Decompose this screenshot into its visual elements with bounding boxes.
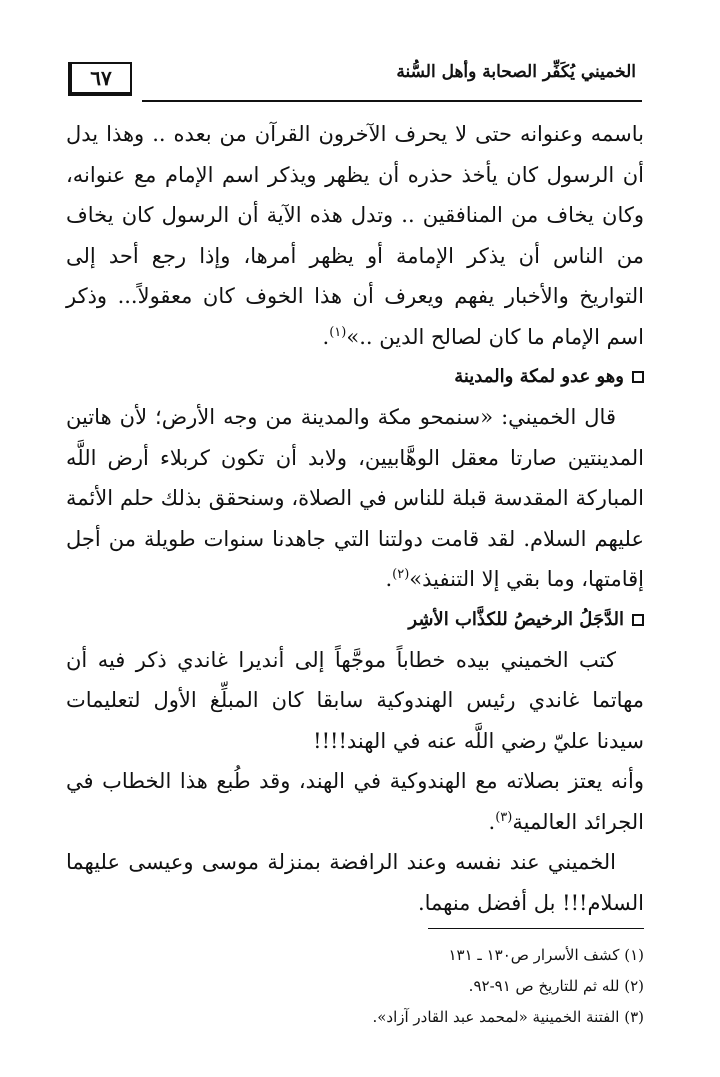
paragraph-3: كتب الخميني بيده خطاباً موجَّهاً إلى أنديرا غاندي ذكر فيه أن مهاتما غاندي رئيس الهندوكية سابقا كان المبلِّغ الأول لتعليمات سيدنا عليّ رضي اللَّه عنه في الهند!!!! bbox=[66, 647, 644, 753]
paragraph-2: قال الخميني: «سنمحو مكة والمدينة من وجه الأرض؛ لأن هاتين المدينتين صارتا معقل الوهَّابيين، ولابد أن تكون كربلاء أرض اللَّه المباركة المقدسة قبلة للناس في الصلاة، وسنحقق بذلك حلم الأئمة عليهم السلام. لقد قامت دولتنا التي جاهدنا سنوات طويلة من أجل إقامتها، وما بقي إلا التنفيذ»$^{(٢)}$. bbox=[66, 405, 644, 591]
header-rule bbox=[142, 100, 642, 102]
footnote-2: (٢) لله ثم للتاريخ ص ٩١-٩٢. bbox=[468, 977, 644, 995]
paragraph-2-text: قال الخميني: «سنمحو مكة والمدينة من وجه الأرض؛ لأن هاتين المدينتين صارتا معقل الوهَّابيين، ولابد أن تكون كربلاء أرض اللَّه المباركة المقدسة قبلة للناس في الصلاة، وسنحقق بذلك حلم الأئمة عليهم السلام. لقد قامت دولتنا التي جاهدنا سنوات طويلة من أجل إقامتها، وما بقي إلا التنفيذ» bbox=[66, 405, 644, 591]
footnote-1: (١) كشف الأسرار ص١٣٠ ـ ١٣١ bbox=[448, 946, 644, 964]
paragraph-4-text: وأنه يعتز بصلاته مع الهندوكية في الهند، وقد طُبع هذا الخطاب في الجرائد العالمية bbox=[66, 769, 644, 834]
footnotes bbox=[84, 940, 644, 1033]
paragraph-1: باسمه وعنوانه حتى لا يحرف الآخرون القرآن من بعده .. وهذا يدل أن الرسول كان يأخذ حذره أن يظهر ويذكر اسم الإمام مع عنوانه، وكان يخاف من المنافقين .. وتدل هذه الآية أن الرسول كان يخاف من الناس أن يذكر الإمامة أو يظهر أمرها، وإذا رجع أحد إلى التواريخ والأخبار يفهم ويعرف أن هذا الخوف كان معقولاً... وذكر اسم الإمام ما كان لصالح الدين ..»$^{(١)}$. bbox=[66, 122, 644, 349]
section-heading-cheap-deception bbox=[66, 602, 644, 638]
footnote-separator bbox=[428, 928, 644, 929]
paragraph-5: الخميني عند نفسه وعند الرافضة بمنزلة موسى وعيسى عليهما السلام!!! بل أفضل منهما. bbox=[66, 850, 644, 915]
footnote-3: (٣) الفتنة الخمينية «لمحمد عبد القادر آزاد». bbox=[372, 1008, 644, 1026]
square-bullet-icon bbox=[632, 614, 644, 626]
paragraph-1-text: باسمه وعنوانه حتى لا يحرف الآخرون القرآن من بعده .. وهذا يدل أن الرسول كان يأخذ حذره أن يظهر ويذكر اسم الإمام مع عنوانه، وكان يخاف من المنافقين .. وتدل هذه الآية أن الرسول كان يخاف من الناس أن يذكر الإمامة أو يظهر أمرها، وإذا رجع أحد إلى التواريخ والأخبار يفهم ويعرف أن هذا الخوف كان معقولاً... وذكر اسم الإمام ما كان لصالح الدين ..» bbox=[66, 122, 644, 349]
square-bullet-icon bbox=[632, 371, 644, 383]
running-title: الخميني يُكَفِّر الصحابة وأهل السُّنة bbox=[396, 62, 636, 82]
section-heading-2-text: الدَّجَلُ الرخيصُ للكذَّاب الأشِر bbox=[408, 608, 624, 630]
page-header bbox=[68, 62, 642, 104]
main-text bbox=[66, 114, 644, 923]
footnote-ref-1: (١) bbox=[329, 324, 347, 340]
page-number: ٦٧ bbox=[68, 62, 132, 96]
section-heading-1-text: وهو عدو لمكة والمدينة bbox=[454, 366, 624, 387]
paragraph-4: وأنه يعتز بصلاته مع الهندوكية في الهند، وقد طُبع هذا الخطاب في الجرائد العالمية$^{(٣)}$. bbox=[66, 769, 644, 834]
section-heading-mecca-medina bbox=[66, 359, 644, 395]
footnote-ref-2: (٢) bbox=[392, 567, 410, 582]
footnote-ref-3: (٣) bbox=[495, 809, 513, 825]
